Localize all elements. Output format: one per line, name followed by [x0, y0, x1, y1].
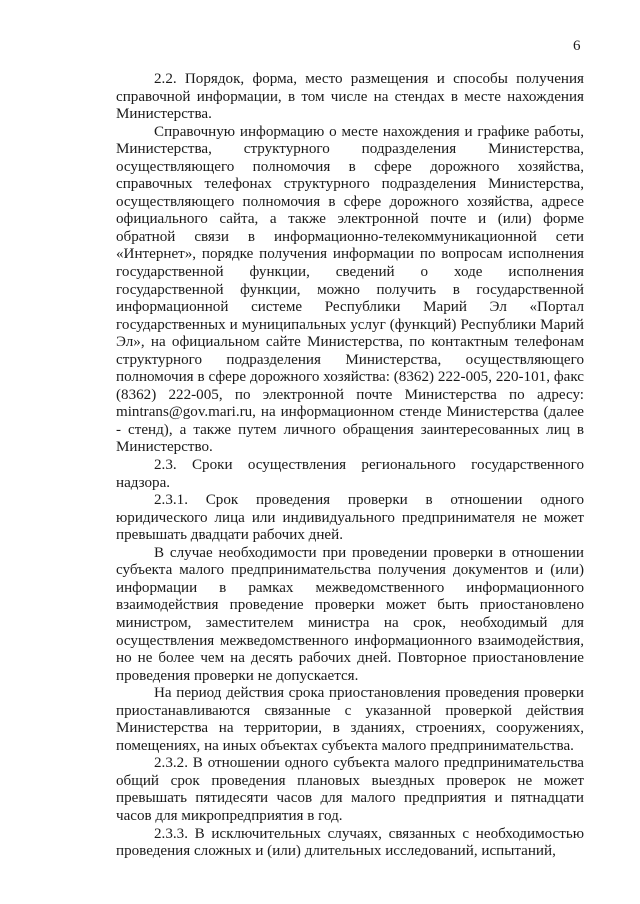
- page-number: 6: [573, 38, 581, 54]
- paragraph-suspension-period: На период действия срока приостановления проведения проверки приостанавливаются связанные с указанной проверкой действия Министерства на территории, в зданиях, строениях, сооружениях, помещениях, на иных объектах субъекта малого предпринимательства.: [116, 685, 584, 754]
- document-body: [116, 71, 584, 861]
- paragraph-2-3-3: 2.3.3. В исключительных случаях, связанных с необходимостью проведения сложных и (или) длительных исследований, испытаний,: [116, 825, 584, 860]
- paragraph-2-3-1: 2.3.1. Срок проведения проверки в отношении одного юридического лица или индивидуального предпринимателя не может превышать двадцати рабочих дней.: [116, 492, 584, 544]
- paragraph-2-2-heading: 2.2. Порядок, форма, место размещения и способы получения справочной информации, в том числе на стендах в месте нахождения Министерства.: [116, 71, 584, 123]
- paragraph-2-3-2: 2.3.2. В отношении одного субъекта малого предпринимательства общий срок проведения плановых выездных проверок не может превышать пятидесяти часов для малого предприятия и пятнадцати часов для микропредприятия в год.: [116, 755, 584, 824]
- paragraph-suspension: В случае необходимости при проведении проверки в отношении субъекта малого предпринимательства получения документов и (или) информации в рамках межведомственного информационного взаимодействия проведение проверки может быть приостановлено министром, заместителем министра на срок, необходимый для осуществления межведомственного информационного взаимодействия, но не более чем на десять рабочих дней. Повторное приостановление проведения проверки не допускается.: [116, 544, 584, 684]
- paragraph-reference-info: Справочную информацию о месте нахождения и графике работы, Министерства, структурного подразделения Министерства, осуществляющего полномочия в сфере дорожного хозяйства, справочных телефонах структурного подразделения Министерства, осуществляющего полномочия в сфере дорожного хозяйства, адресе официального сайта, а также электронной почте и (или) форме обратной связи в информационно-телекоммуникационной сети «Интернет», порядке получения информации по вопросам исполнения государственной функции, сведений о ходе исполнения государственной функции, можно получить в государственной информационной системе Республики Марий Эл «Портал государственных и муниципальных услуг (функций) Республики Марий Эл», на официальном сайте Министерства, по контактным телефонам структурного подразделения Министерства, осуществляющего полномочия в сфере дорожного хозяйства: (8362) 222-005, 220-101, факс (8362) 222-005, по электронной почте Министерства по адресу: mintrans@gov.mari.ru, на информационном стенде Министерства (далее - стенд), а также путем личного обращения заинтересованных лиц в Министерство.: [116, 123, 584, 456]
- paragraph-2-3-heading: 2.3. Сроки осуществления регионального государственного надзора.: [116, 457, 584, 491]
